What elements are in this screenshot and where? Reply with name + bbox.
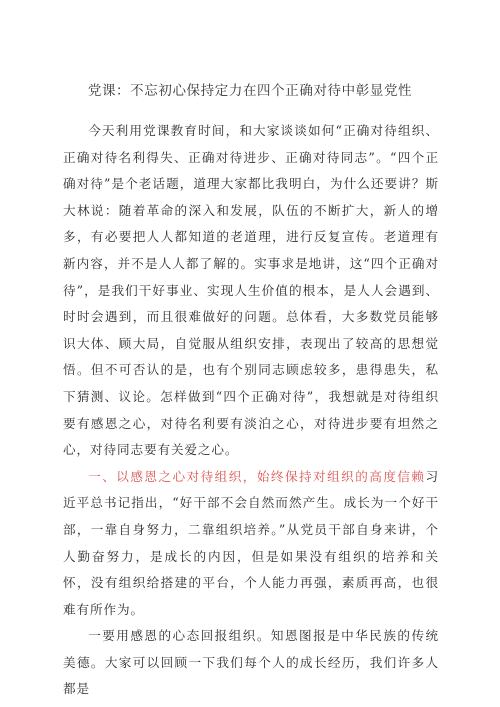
document-body	[63, 118, 439, 703]
closing-paragraph: 一要用感恩的心态回报组织。知恩图报是中华民族的传统美德。大家可以回顾一下我们每个人的成长经历，我们许多人都是	[63, 628, 439, 697]
section-1-text: 习近平总书记指出，“好干部不会自然而然产生。成长为一个好干部，一靠自身努力，二靠组织培养。”从党员干部自身来讲，个人勤奋努力，是成长的内因，但是如果没有组织的培养和关怀，没有组织给搭建的平台，个人能力再强，素质再高，也很难有所作为。	[63, 468, 439, 617]
intro-paragraph: 今天利用党课教育时间，和大家谈谈如何“正确对待组织、正确对待名利得失、正确对待进步、正确对待同志”。“四个正确对待”是个老话题，道理大家都比我明白，为什么还要讲？斯大林说：随着革命的深入和发展，队伍的不断扩大，新人的增多，有必要把人人都知道的老道理，进行反复宣传。老道理有新内容，并不是人人都了解的。实事求是地讲，这“四个正确对待”，是我们干好事业、实现人生价值的根本，是人人会遇到、时时会遇到，而且很难做好的问题。总体看，大多数党员能够识大体、顾大局，自觉服从组织安排，表现出了较高的思想觉悟。但不可否认的是，也有个别同志顾虑较多，患得患失，私下猜测、议论。怎样做到“四个正确对待”，我想就是对待组织要有感恩之心，对待名利要有淡泊之心，对待进步要有坦然之心，对待同志要有关爱之心。	[63, 123, 439, 458]
document-title: 党课：不忘初心保持定力在四个正确对待中彰显党性	[87, 83, 413, 99]
section-1-heading: 一、以感恩之心对待组织，始终保持对组织的高度信赖	[88, 468, 426, 484]
section-1-paragraph	[63, 464, 439, 624]
